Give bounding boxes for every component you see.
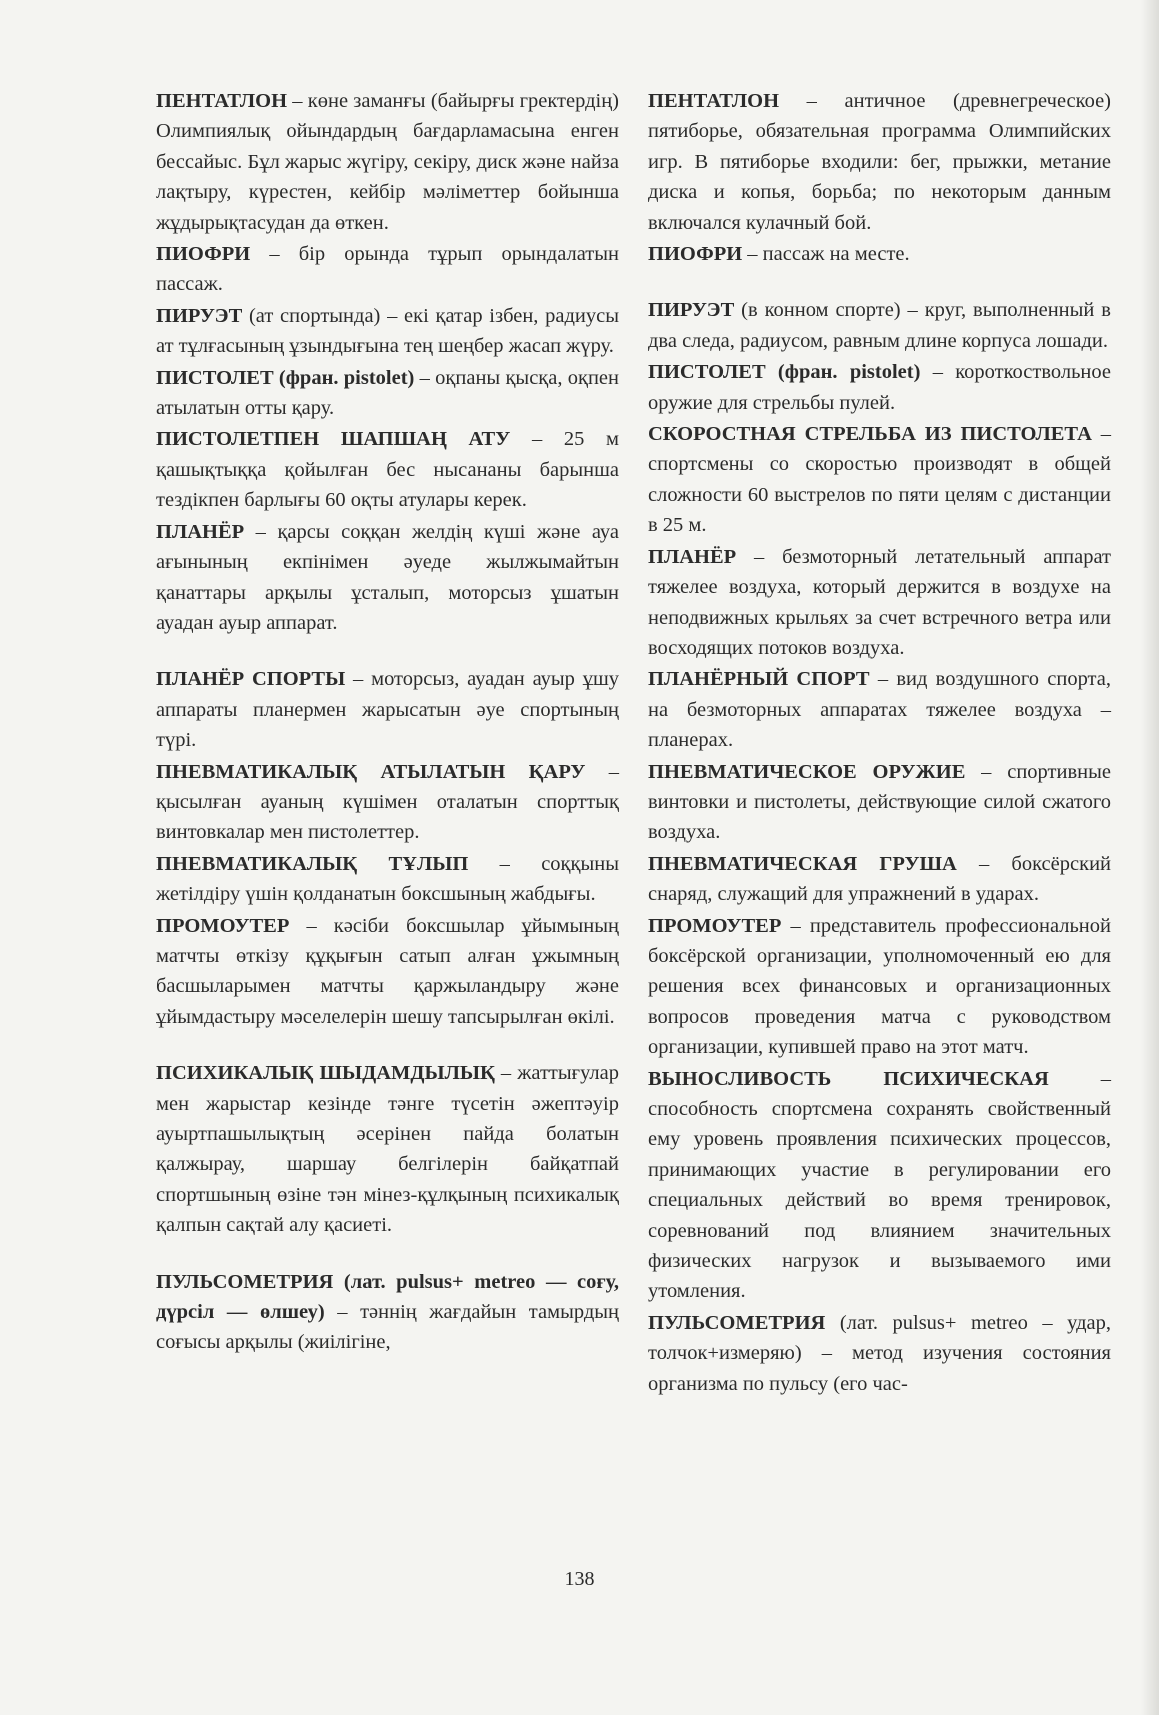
entry [156,86,619,238]
entry-term: ПУЛЬСОМЕТРИЯ [648,1311,826,1334]
entry-term: ПНЕВМАТИЧЕСКОЕ ОРУЖИЕ [648,760,966,783]
entry [648,295,1111,356]
entry-term: ПНЕВМАТИКАЛЫҚ АТЫЛАТЫН ҚАРУ [156,760,586,783]
entry-text: – безмоторный летательный аппарат тяжелее воздуха, который держится в воздухе на неподвижных крыльях за счет встречного ветра или восходящих потоков воздуха. [648,545,1111,659]
entry [156,424,619,515]
entry-term: ПИРУЭТ [156,304,243,327]
entry-text: – жаттығулар мен жарыстар кезінде тәнге түсетін әжептәуір ауыртпашылықтың әсерінен пайда болатын қалжырау, шаршау белгілерін байқатпай спортшының өзіне тән мінез-құлқының психикалық қалпын сақтай алу қасиеті. [156,1062,619,1237]
entry-term: ПЛАНЁР [156,520,245,543]
entry-term: ПРОМОУТЕР [648,914,782,937]
entry-text: – способность спортсмена сохранять свойственный ему уровень проявления психических процессов, принимающих участие в регулировании его специальных действий во время тренировок, соревнований под влиянием значительных физических нагрузок и вызываемого ими утомления. [648,1067,1111,1303]
entry [648,1064,1111,1307]
entry-text: (ат спортында) – екі қатар ізбен, радиусы ат тұлғасының ұзындығына тең шеңбер жасап жүру. [156,304,619,358]
entry-text: – боксёрский снаряд, служащий для упражнений в ударах. [648,852,1112,906]
entry-text: – короткоствольное оружие для стрельбы пулей. [648,361,1112,414]
entry [648,239,1111,269]
entry-term: ПЛАНЁРНЫЙ СПОРТ [648,668,870,691]
entry-text: – кәсіби боксшылар ұйымының матчты өткізу құқығын сатып алған ұжымның басшыларымен матчты қаржыландыру және ұйымдастыру мәселелерін шешу тапсырылған өкілі. [156,914,619,1028]
left-column-kazakh [156,86,619,1359]
entry-text: – моторсыз, ауадан ауыр ұшу аппараты планермен жарысатын әуе спортының түрі. [156,668,619,752]
entry [648,1308,1111,1399]
entry-text: (в конном спорте) – круг, выполненный в два следа, радиусом, равным длине корпуса лошади. [648,299,1111,352]
entry-term: ПРОМОУТЕР [156,914,290,937]
entry-text: – тәннің жағдайын тамырдың соғысы арқылы (жиілігіне, [156,1301,619,1354]
entry-term: ПНЕВМАТИКАЛЫҚ ТҰЛЫП [156,852,469,875]
entry [648,664,1111,755]
entry [156,911,619,1033]
entry-term: ПИСТОЛЕТ (фран. pistolet) [648,361,921,384]
entry [156,517,619,639]
entry-term: ПИСТОЛЕТПЕН ШАПШАҢ АТУ [156,428,511,451]
entry-text: – вид воздушного спорта, на безмоторных аппаратах тяжелее воздуха – планерах. [648,668,1111,752]
entry-term: ПЛАНЁР [648,545,737,568]
entry-term: ПИОФРИ [156,243,251,266]
entry-text: – 25 м қашықтыққа қойылған бес нысананы барынша тездікпен барлығы 60 оқты атулары керек. [156,428,619,512]
entry-term: ВЫНОСЛИВОСТЬ ПСИХИЧЕСКАЯ [648,1067,1049,1090]
entry-text: – пассаж на месте. [742,243,910,266]
entry-text: – спортсмены со скоростью производят в общей сложности 60 выстрелов по пяти целям с дистанции в 25 м. [648,423,1111,537]
entry-term: ПЕНТАТЛОН [648,90,780,112]
entry [156,849,619,910]
entry [156,1267,619,1358]
entry [648,849,1111,910]
entry [648,419,1111,541]
entry-term: ПСИХИКАЛЫҚ ШЫДАМДЫЛЫҚ [156,1062,495,1085]
entry-term: ПЕНТАТЛОН [156,90,288,112]
entry-text: – представитель профессиональной боксёрской организации, уполномоченный ею для решения всех финансовых и организационных вопросов проведения матча с руководством организации, купившей право на этот матч. [648,914,1111,1059]
entry [156,301,619,362]
entry [156,1058,619,1240]
entry-text: – көне заманғы (байырғы гректердің) Олимпиялық ойындардың бағдарламасына енген бессайыс. Бұл жарыс жүгіру, секіру, диск және найза лақтыру, күрестен, кейбір мәліметтер бойынша жұдырықтасудан да өткен. [156,90,619,234]
entry-text: – қарсы соққан желдің күші және ауа ағынының екпінімен әуеде жылжымайтын қанаттары арқылы ұсталып, моторсыз ұшатын ауадан ауыр аппарат. [156,520,619,634]
entry [156,363,619,424]
page-edge-shadow [1141,0,1159,1715]
entry [648,357,1111,418]
entry-term: СКОРОСТНАЯ СТРЕЛЬБА ИЗ ПИСТОЛЕТА [648,423,1092,446]
entry-term: ПИРУЭТ [648,299,735,322]
entry-text: (лат. pulsus+ metreo – удар, толчок+измеряю) – метод изучения состояния организма по пульсу (его час- [648,1311,1111,1395]
entry-text: – бір орында тұрып орындалатын пассаж. [156,243,619,296]
entry [156,757,619,848]
entry-text: – спортивные винтовки и пистолеты, действующие силой сжатого воздуха. [648,760,1111,844]
entry-term: ПУЛЬСОМЕТРИЯ (лат. pulsus+ metreo — соғу, дүрсіл — өлшеу) [156,1270,619,1324]
entry-text: – оқпаны қысқа, оқпен атылатын отты қару. [156,366,620,420]
entry-term: ПЛАНЁР СПОРТЫ [156,668,346,691]
entry-term: ПИСТОЛЕТ (фран. pistolet) [156,366,415,389]
entry-term: ПНЕВМАТИЧЕСКАЯ ГРУША [648,852,957,875]
entry [156,239,619,300]
page-number: 138 [564,1568,595,1590]
entry-text: – соққыны жетілдіру үшін қолданатын боксшының жабдығы. [156,852,619,906]
entry [648,86,1111,238]
entry [648,757,1111,848]
entry-text: – античное (древнегреческое) пятиборье, обязательная программа Олимпийских игр. В пятиборье входили: бег, прыжки, метание диска и копья, борьба; по некоторым данным включался кулачный бой. [648,90,1111,234]
entry-text: – қысылған ауаның күшімен оталатын спорттық винтовкалар мен пистолеттер. [156,760,619,844]
entry [648,911,1111,1063]
entry [648,542,1111,664]
right-column-russian [648,86,1111,1400]
entry [156,664,619,755]
entry-term: ПИОФРИ [648,243,743,266]
